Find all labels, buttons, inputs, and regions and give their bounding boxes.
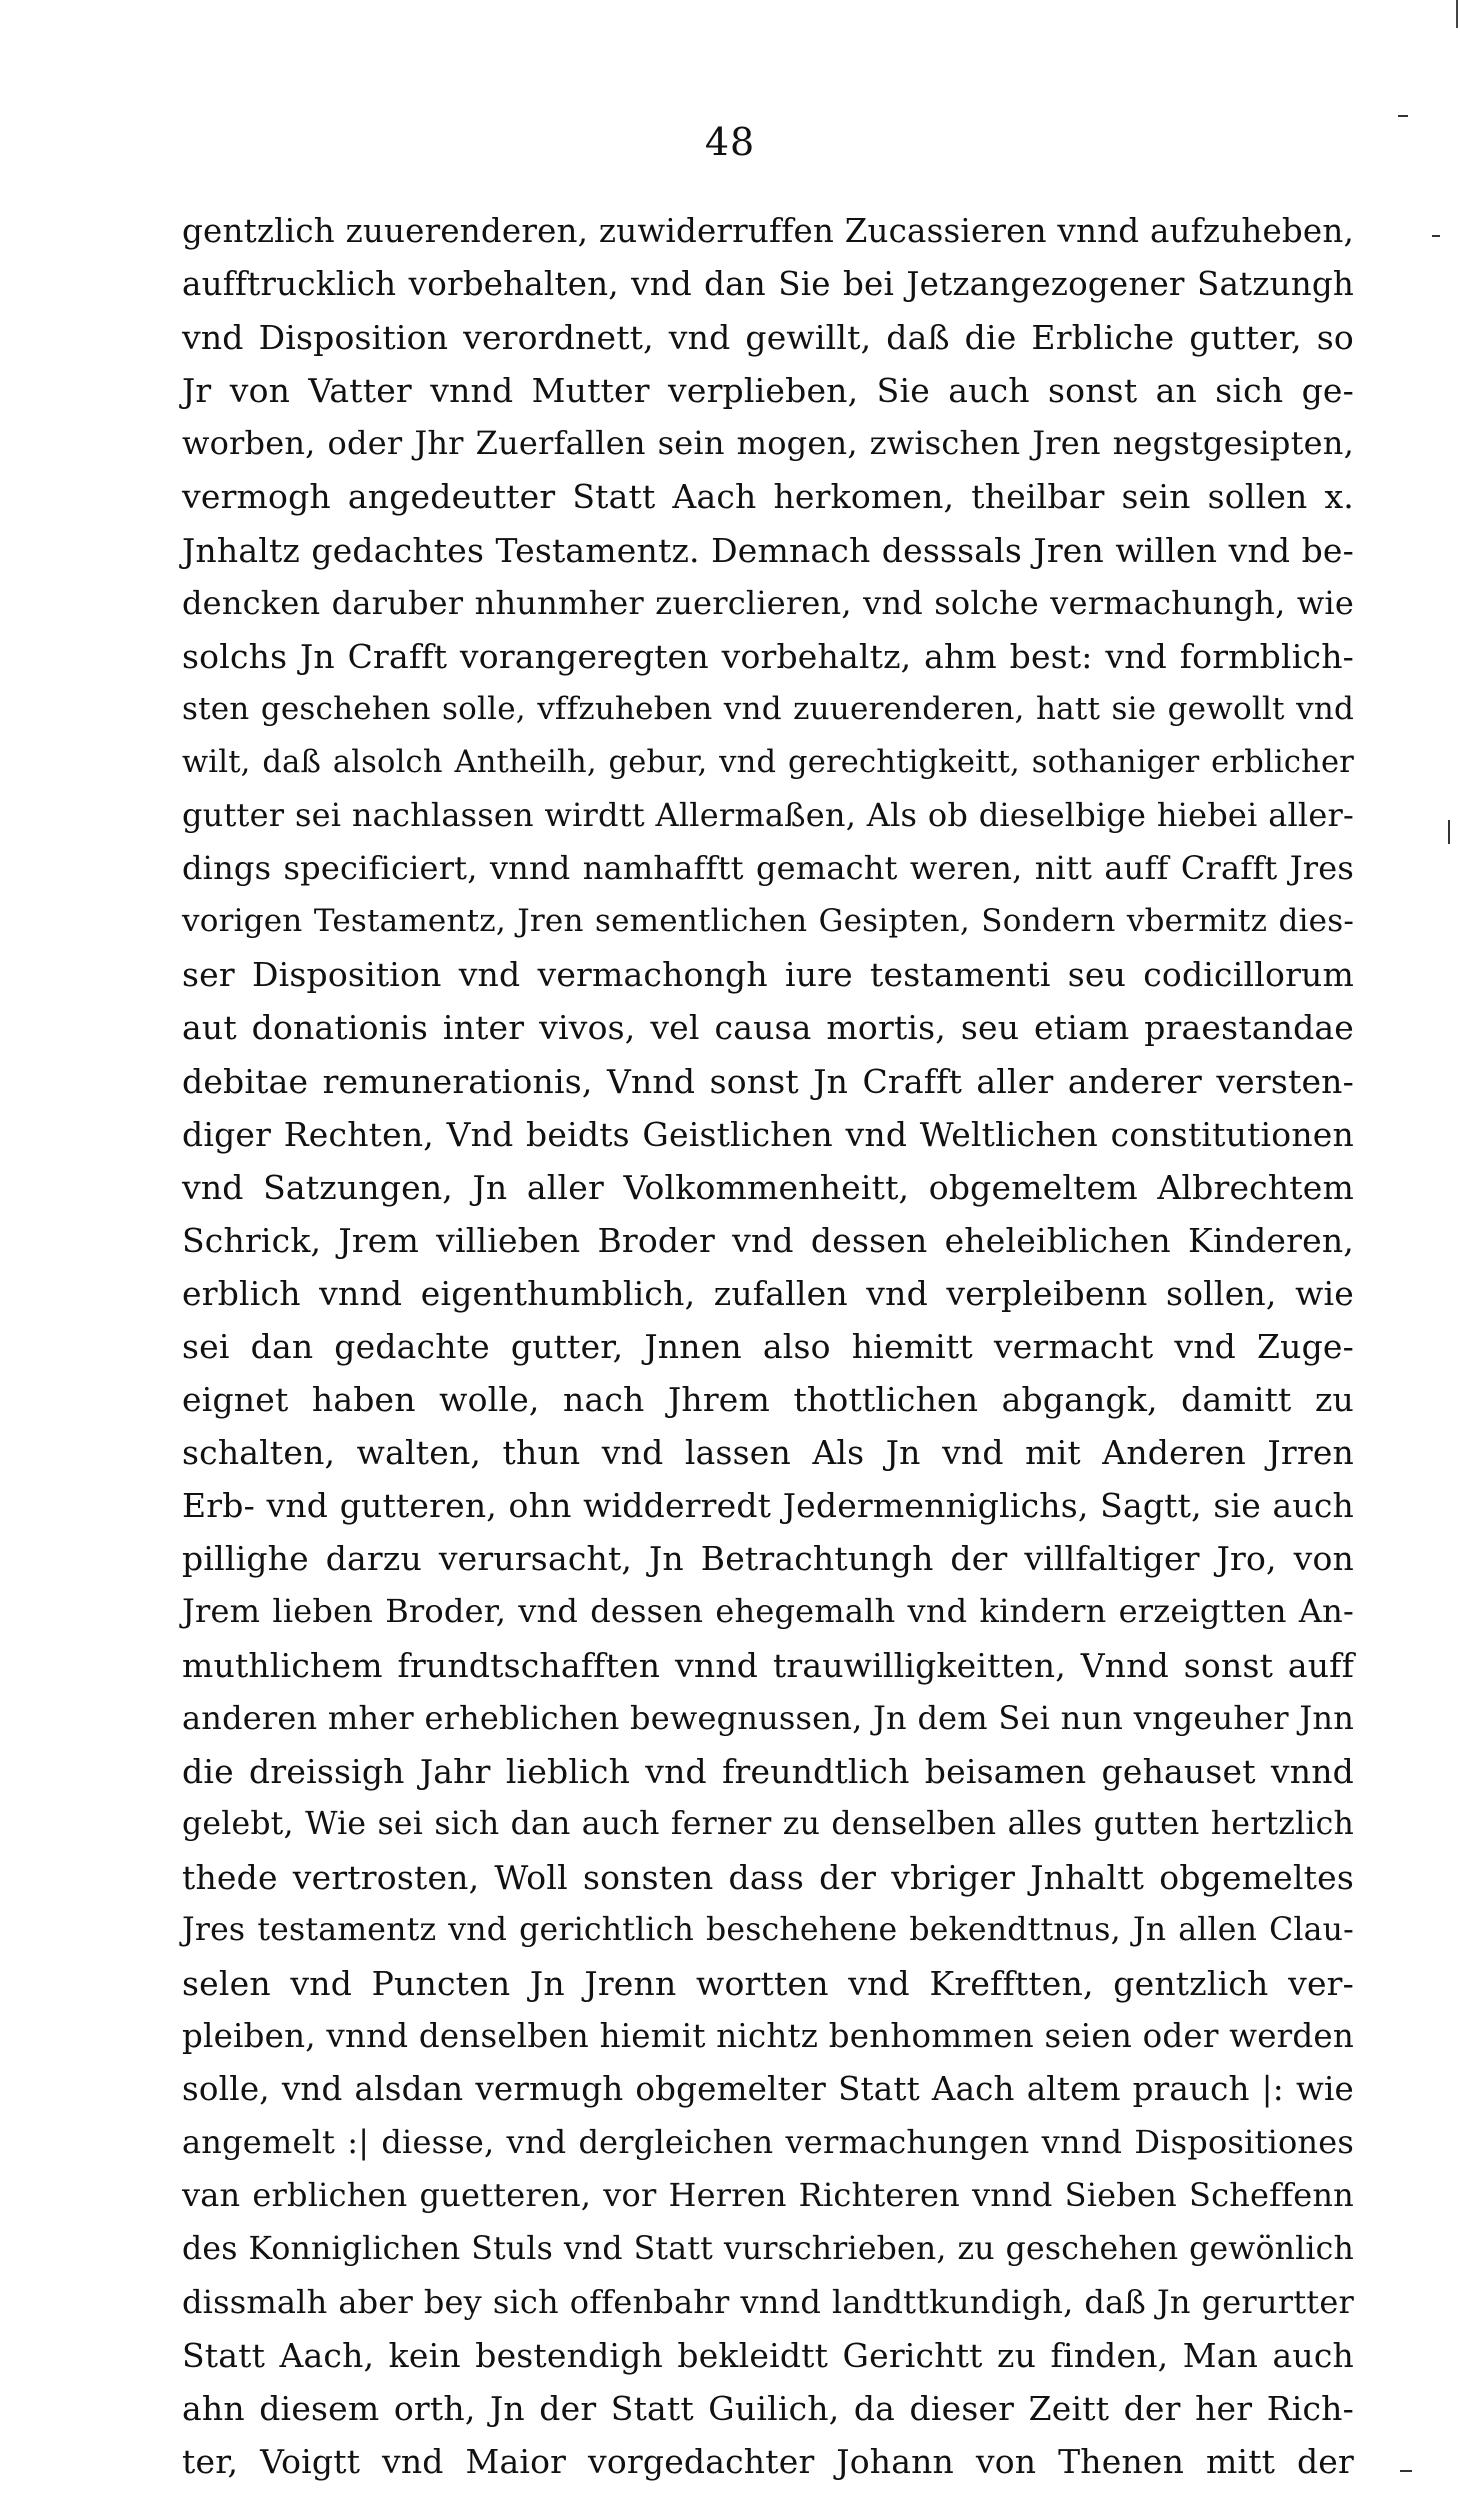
text-line: gutter sei nachlassen wirdtt Allermaßen, Als ob dieselbige hiebei aller- — [182, 796, 1354, 835]
text-line: wilt, daß alsolch Antheilh, gebur, vnd gerechtigkeitt, sothaniger erblicher — [182, 744, 1354, 780]
scan-speck — [1400, 2470, 1412, 2472]
text-line: vnd Satzungen, Jn aller Volkommenheitt, obgemeltem Albrechtem — [182, 1167, 1354, 1207]
text-line: dings specificiert, vnnd namhafftt gemacht weren, nitt auff Crafft Jres — [182, 849, 1354, 888]
text-line: die dreissigh Jahr lieblich vnd freundtlich beisamen gehauset vnnd — [182, 1751, 1354, 1791]
text-line: gelebt, Wie sei sich dan auch ferner zu denselben alles gutten hertzlich — [182, 1805, 1354, 1842]
text-line: eignet haben wolle, nach Jhrem thottlichen abgangk, damitt zu — [182, 1380, 1354, 1420]
page-number: 48 — [704, 120, 756, 164]
text-line: ter, Voigtt vnd Maior vorgedachter Johann von Thenen mitt der — [182, 2441, 1354, 2481]
scan-speck — [1448, 820, 1450, 844]
text-line: dissmalh aber bey sich offenbahr vnnd landttkundigh, daß Jn gerurtter — [182, 2282, 1354, 2321]
text-line: thede vertrosten, Woll sonsten dass der vbriger Jnhaltt obgemeltes — [182, 1857, 1354, 1897]
page-edge-mark — [1456, 0, 1458, 28]
text-line: gentzlich zuuerenderen, zuwiderruffen Zucassieren vnnd aufzuheben, — [182, 212, 1354, 250]
text-line: angemelt :| diesse, vnd dergleichen vermachungen vnnd Dispositiones — [182, 2123, 1354, 2162]
text-line: sei dan gedachte gutter, Jnnen also hiemitt vermacht vnd Zuge- — [182, 1326, 1354, 1366]
text-line: schalten, walten, thun vnd lassen Als Jn vnd mit Anderen Jrren — [182, 1433, 1354, 1473]
text-line: aufftrucklich vorbehalten, vnd dan Sie bei Jetzangezogener Satzungh — [182, 265, 1354, 304]
text-line: muthlichem frundtschafften vnnd trauwilligkeitten, Vnnd sonst auff — [182, 1645, 1354, 1685]
text-line: aut donationis inter vivos, vel causa mortis, seu etiam praestandae — [182, 1008, 1354, 1048]
text-line: van erblichen guetteren, vor Herren Richteren vnnd Sieben Scheffenn — [182, 2176, 1354, 2215]
text-line: Jrem lieben Broder, vnd dessen ehegemalh vnd kindern erzeigtten An- — [182, 1592, 1354, 1631]
scan-speck — [1398, 115, 1408, 117]
text-line: erblich vnnd eigenthumblich, zufallen vnd verpleibenn sollen, wie — [182, 1273, 1354, 1313]
text-line: solle, vnd alsdan vermugh obgemelter Statt Aach altem prauch |: wie — [182, 2070, 1354, 2109]
text-line: diger Rechten, Vnd beidts Geistlichen vnd Weltlichen constitutionen — [182, 1114, 1354, 1154]
text-line: Statt Aach, kein bestendigh bekleidtt Gerichtt zu finden, Man auch — [182, 2335, 1354, 2375]
text-line: Schrick, Jrem villieben Broder vnd dessen eheleiblichen Kinderen, — [182, 1220, 1354, 1260]
text-line: vnd Disposition verordnett, vnd gewillt, daß die Erbliche gutter, so — [182, 318, 1354, 358]
text-line: solchs Jn Crafft vorangeregten vorbehaltz, ahm best: vnd formblich- — [182, 636, 1354, 676]
text-line: sten geschehen solle, vffzuheben vnd zuuerenderen, hatt sie gewollt vnd — [182, 690, 1354, 727]
text-line: vorigen Testamentz, Jren sementlichen Gesipten, Sondern vbermitz dies- — [182, 903, 1354, 940]
text-line: vermogh angedeutter Statt Aach herkomen, theilbar sein sollen x. — [182, 477, 1354, 517]
scan-speck — [1432, 235, 1440, 237]
text-line: dencken daruber nhunmher zuerclieren, vnd solche vermachungh, wie — [182, 583, 1354, 622]
text-line: Jnhaltz gedachtes Testamentz. Demnach desssals Jren willen vnd be- — [182, 530, 1354, 570]
text-line: Erb- vnd gutteren, ohn widderredt Jedermenniglichs, Sagtt, sie auch — [182, 1486, 1354, 1526]
body-text — [182, 205, 1354, 2488]
text-line: debitae remunerationis, Vnnd sonst Jn Crafft aller anderer versten- — [182, 1061, 1354, 1101]
text-line: anderen mher erheblichen bewegnussen, Jn dem Sei nun vngeuher Jnn — [182, 1698, 1354, 1737]
text-line: pleiben, vnnd denselben hiemit nichtz benhommen seien oder werden — [182, 2017, 1354, 2056]
text-line: Jr von Vatter vnnd Mutter verplieben, Sie auch sonst an sich ge- — [182, 371, 1354, 411]
text-line: Jres testamentz vnd gerichtlich beschehene bekendttnus, Jn allen Clau- — [182, 1912, 1354, 1948]
text-line: worben, oder Jhr Zuerfallen sein mogen, zwischen Jren negstgesipten, — [182, 424, 1354, 463]
text-line: ahn diesem orth, Jn der Statt Guilich, da dieser Zeitt der her Rich- — [182, 2388, 1354, 2428]
text-line: ser Disposition vnd vermachongh iure testamenti seu codicillorum — [182, 955, 1354, 995]
text-line: des Konniglichen Stuls vnd Statt vurschrieben, zu geschehen gewönlich — [182, 2230, 1354, 2267]
text-line: selen vnd Puncten Jn Jrenn wortten vnd Krefftten, gentzlich ver- — [182, 1964, 1354, 2004]
text-line: pillighe darzu verursacht, Jn Betrachtungh der villfaltiger Jro, von — [182, 1539, 1354, 1579]
